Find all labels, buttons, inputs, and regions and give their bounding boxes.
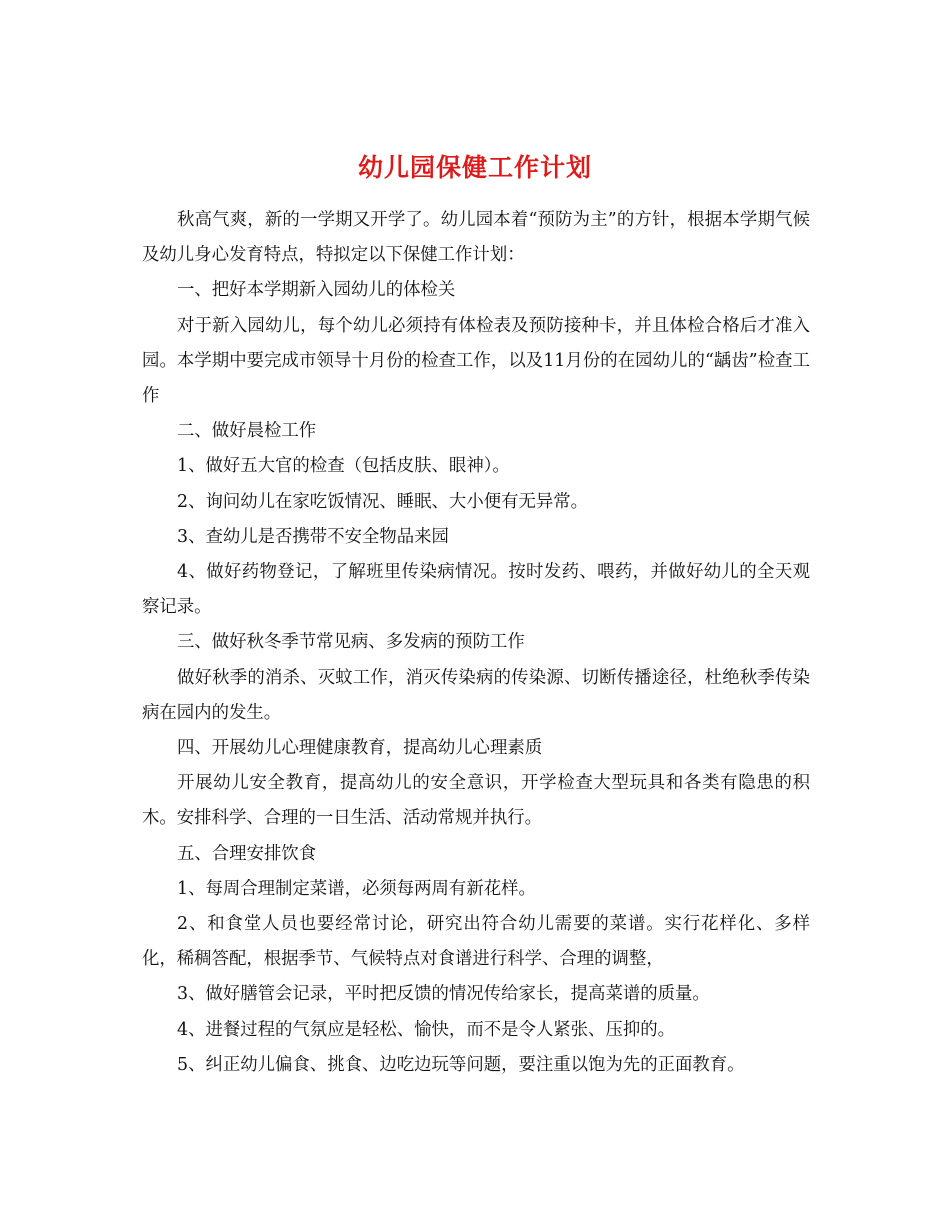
heading-section-3: 三、做好秋冬季节常见病、多发病的预防工作 [177, 632, 525, 653]
paragraph-section-3: 做好秋季的消杀、灭蚊工作，消灭传染病的传染源、切断传播途径，杜绝秋季传染病在园内的发生。 [142, 667, 810, 723]
heading-section-5: 五、合理安排饮食 [177, 843, 317, 864]
list-item: 1、做好五大官的检查（包括皮肤、眼神）。 [177, 456, 510, 477]
paragraph-section-1: 对于新入园幼儿，每个幼儿必须持有体检表及预防接种卡，并且体检合格后才准入园。本学期中要完成市领导十月份的检查工作，以及11月份的在园幼儿的“龋齿”检查工作 [142, 315, 810, 407]
list-item: 2、和食堂人员也要经常讨论，研究出符合幼儿需要的菜谱。实行花样化、多样化，稀稠答配，根据季节、气候特点对食谱进行科学、合理的调整， [142, 914, 810, 970]
list-item: 2、询问幼儿在家吃饭情况、睡眠、大小便有无异常。 [177, 491, 589, 512]
heading-section-4: 四、开展幼儿心理健康教育，提高幼儿心理素质 [177, 738, 543, 759]
heading-section-1: 一、把好本学期新入园幼儿的体检关 [177, 280, 456, 301]
paragraph-section-4: 开展幼儿安全教育，提高幼儿的安全意识，开学检查大型玩具和各类有隐患的积木。安排科学、合理的一日生活、活动常规并执行。 [142, 773, 810, 829]
list-item: 3、查幼儿是否携带不安全物品来园 [177, 526, 449, 547]
list-item: 1、每周合理制定菜谱，必须每两周有新花样。 [177, 878, 536, 899]
list-item: 4、做好药物登记，了解班里传染病情况。按时发药、喂药，并做好幼儿的全天观察记录。 [142, 562, 810, 618]
list-item: 5、纠正幼儿偏食、挑食、边吃边玩等问题，要注重以饱为先的正面教育。 [177, 1054, 745, 1075]
list-item: 3、做好膳管会记录，平时把反馈的情况传给家长，提高菜谱的质量。 [177, 984, 710, 1005]
list-item: 4、进餐过程的气氛应是轻松、愉快，而不是令人紧张、压抑的。 [177, 1019, 676, 1040]
document-title: 幼儿园保健工作计划 [357, 152, 592, 182]
heading-section-2: 二、做好晨检工作 [177, 421, 317, 442]
document-body [142, 203, 810, 1083]
paragraph-intro: 秋高气爽，新的一学期又开学了。幼儿园本着“预防为主”的方针，根据本学期气候及幼儿身心发育特点，特拟定以下保健工作计划： [142, 210, 810, 266]
